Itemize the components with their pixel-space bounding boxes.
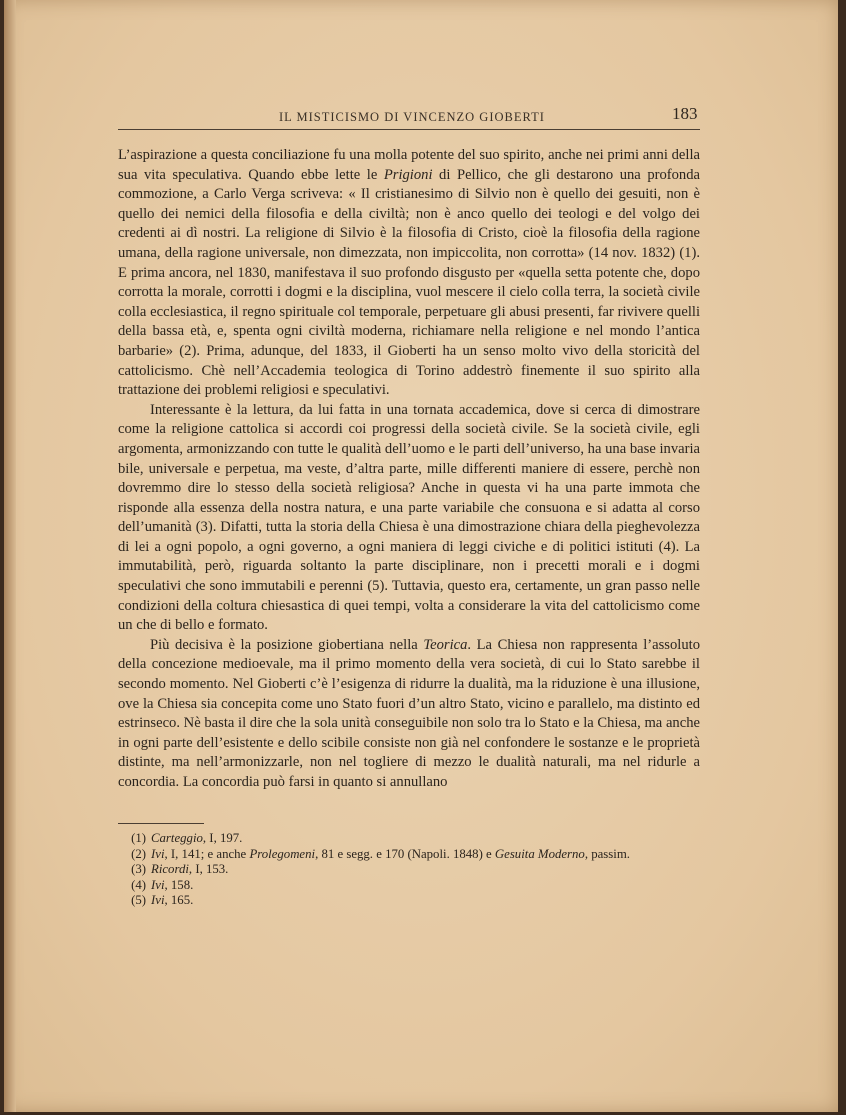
footnote bbox=[118, 893, 700, 909]
footnote bbox=[118, 862, 700, 878]
footnote-text bbox=[151, 878, 193, 892]
paragraph bbox=[118, 146, 700, 401]
footnotes bbox=[118, 831, 700, 909]
text-run: , I, 141; e anche bbox=[164, 846, 250, 861]
italic-run: Ivi bbox=[151, 893, 165, 907]
footnote-text bbox=[151, 831, 242, 845]
text-run: , passim. bbox=[584, 846, 630, 861]
text-run: di Pellico, che gli destarono una profonda commozione, a Carlo Verga scriveva: « Il cristianesimo di Silvio non è quello dei gesuiti, non è quello dei nemici della filosofia e della civiltà; non è anco quello dei teologi e del volgo dei credenti ai dì nostri. La religione di Silvio è la filosofia di Cristo, cioè la filosofia della ragione umana, della ragione universale, non dimezzata, non impiccolita, non corrotta» (14 nov. 1832) (1). E prima ancora, nel 1830, manifestava il suo profondo disgusto per «quella setta potente che, dopo corrotta la morale, corrotti i dogmi e la disciplina, vuol mescere il cielo colla terra, la società civile colla ecclesiastica, il regno spirituale col temporale, perpetuare gli abusi presenti, far rivivere quelli della bassa età, e, spenta ogni civiltà moderna, richiamare nella religione e nel mondo l’antica barbarie» (2). Prima, adunque, del 1833, il Gioberti ha un senso molto vivo della storicità del cattolicismo. Chè nell’Accademia teologica di Torino addestrò finemente il suo spirito alla trattazione dei problemi religiosi e speculativi. bbox=[118, 166, 701, 399]
text-run: , 165. bbox=[164, 893, 194, 907]
italic-run: Prolegomeni bbox=[249, 846, 316, 861]
text-run: Interessante è la lettura, da lui fatta in una tornata accademica, dove si cerca di dimostrare come la religione cattolica si accordi coi progressi della società civile. Se la società civile, egli argomenta, armonizzando con tutte le qualità dell’uomo e le parti dell’universo, ha una base invaria bile, universale e perpetua, ma veste, d’altra parte, mille differenti maniere di essere, perchè non dovremmo dire lo stesso della società religiosa? Anche in questa vi ha una parte immota che risponde alla essenza della nostra natura, e una parte variabile che consuona e si adatta al corso dell’umanità (3). Difatti, tutta la storia della Chiesa è una dimostrazione chiara della pieghevolezza di lei a ogni popolo, a ogni governo, a ogni maniera di leggi civiche e di politici istituti (4). La immutabilità, però, riguarda soltanto la parte disciplinare, non i precetti morali e i dogmi speculativi che sono immutabili e perenni (5). Tuttavia, questo era, certamente, un gran passo nelle condizioni della coltura chiesastica di quei tempi, volta a considerare la vita del cattolicismo come un che di bello e formato. bbox=[118, 401, 700, 634]
body-text bbox=[118, 146, 700, 793]
footnote-number: (1) bbox=[131, 831, 146, 845]
footnote-text bbox=[151, 893, 193, 907]
footnote-number: (2) bbox=[131, 846, 146, 861]
paragraph bbox=[118, 636, 700, 793]
italic-run: Ricordi bbox=[151, 862, 189, 876]
text-run: , I, 197. bbox=[202, 831, 243, 845]
italic-run: Prigioni bbox=[383, 166, 433, 183]
text-run: . La Chiesa non rappresenta l’assoluto della concezione medioevale, ma il primo momento della vera società, di cui lo Stato sarebbe il secondo momento. Nel Gioberti c’è l’esigenza di ridurre la dualità, ma la riduzione è una illusione, ove la Chiesa sia concepita come uno Stato fuori d’un altro Stato, vicino e parallelo, ma distinto ed estrinseco. Nè basta il dire che la sola unità conseguibile non solo tra lo Stato e la Chiesa, ma anche in ogni parte dell’esistente e dello scibile consiste non già nel confondere le sostanze e le proprietà distinte, ma nell’armonizzarle, non nel togliere di mezzo le dualità naturali, ma nel ridurle a concordia. La concordia può farsi in quanto si annullano bbox=[118, 636, 700, 790]
paragraph bbox=[118, 401, 700, 636]
italic-run: Teorica bbox=[423, 636, 468, 653]
page-edge-shadow bbox=[4, 0, 16, 1112]
italic-run: Ivi bbox=[151, 846, 165, 861]
header-rule bbox=[118, 129, 700, 130]
text-run: , I, 153. bbox=[188, 862, 229, 876]
footnote-text bbox=[151, 847, 630, 861]
book-page bbox=[4, 0, 838, 1112]
italic-run: Ivi bbox=[151, 877, 165, 892]
footnote-number: (3) bbox=[131, 862, 146, 876]
text-run: , 158. bbox=[164, 877, 194, 892]
running-head: IL MISTICISMO DI VINCENZO GIOBERTI bbox=[279, 110, 545, 124]
footnote-number: (5) bbox=[131, 893, 146, 907]
text-run: Più decisiva è la posizione giobertiana nella bbox=[150, 636, 424, 653]
footnote bbox=[118, 878, 700, 894]
footnote bbox=[118, 847, 700, 863]
text-run: , 81 e segg. e 170 (Napoli. 1848) e bbox=[315, 846, 495, 861]
footnote-rule bbox=[118, 823, 204, 824]
italic-run: Carteggio bbox=[151, 831, 203, 845]
text-run: L’aspirazione a questa conciliazione fu una molla potente del suo spirito, anche nei primi anni della sua vita speculativa. Quando ebbe lette le bbox=[118, 147, 700, 183]
italic-run: Gesuita Moderno bbox=[494, 846, 585, 861]
footnote bbox=[118, 831, 700, 847]
footnote-number: (4) bbox=[131, 877, 146, 892]
page-number: 183 bbox=[672, 104, 698, 123]
footnote-text bbox=[151, 862, 228, 876]
